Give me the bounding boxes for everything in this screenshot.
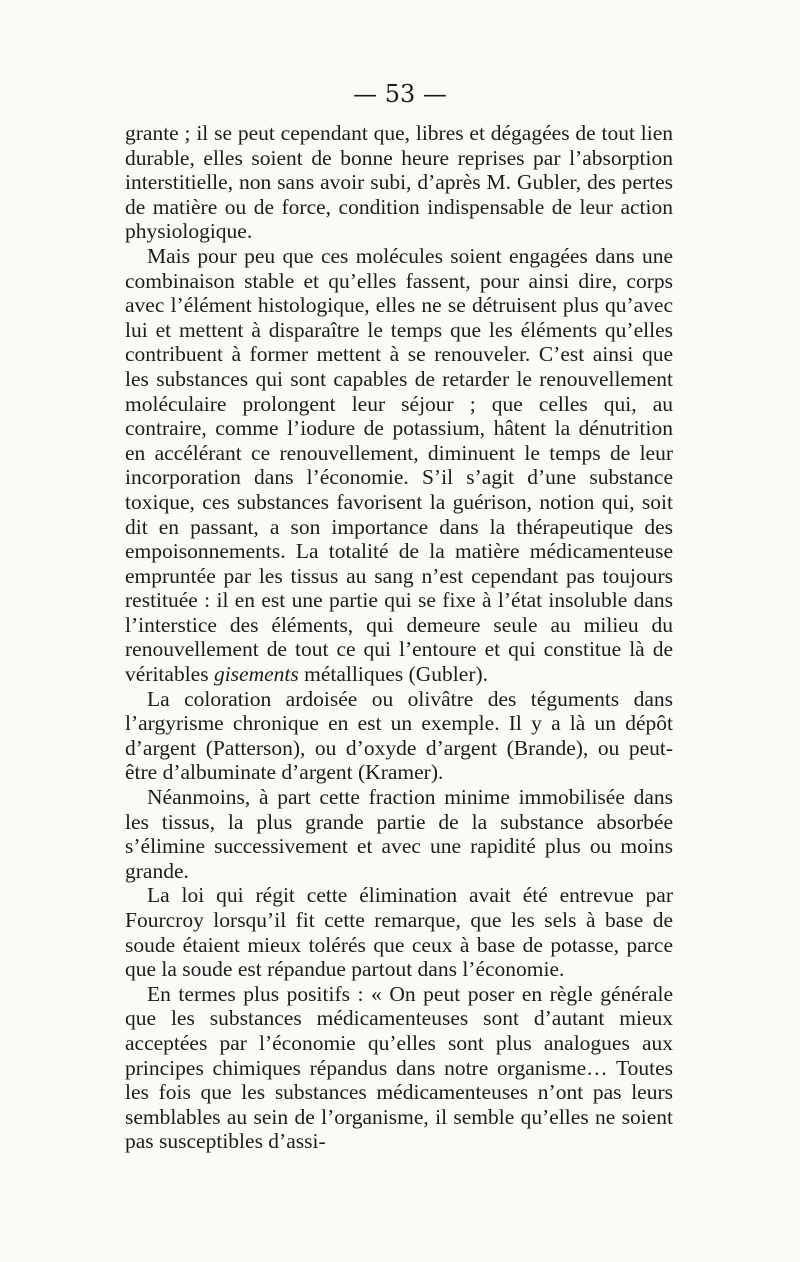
paragraph-4: Néanmoins, à part cette fraction minime immobilisée dans les tissus, la plus grande partie de la substance absorbée s’élimine successivement et avec une rapidité plus ou moins grande. [125,785,673,883]
paragraph-1: grante ; il se peut cependant que, libres et dégagées de tout lien durable, elles soient de bonne heure reprises par l’absorption interstitielle, non sans avoir subi, d’après M. Gubler, des pertes de matière ou de force, condition indispensable de leur action physiologique. [125,121,673,244]
italic-term-gisements: gisements [213,662,299,687]
paragraph-2 [125,244,673,687]
paragraph-6: En termes plus positifs : « On peut poser en règle générale que les substances médicamenteuses sont d’autant mieux acceptées par l’économie qu’elles sont plus analogues aux principes chimiques répandus dans notre organisme… Toutes les fois que les substances médicamenteuses n’ont pas leurs semblables au sein de l’organisme, il semble qu’elles ne soient pas susceptibles d’assi- [125,981,673,1154]
paragraph-3: La coloration ardoisée ou olivâtre des téguments dans l’argyrisme chronique en est un exemple. Il y a là un dépôt d’argent (Patterson), ou d’oxyde d’argent (Brande), ou peut-être d’albuminate d’argent (Kramer). [125,686,673,785]
paragraph-2-end: métalliques (Gubler). [298,662,489,687]
paragraph-2-text: Mais pour peu que ces molécules soient engagées dans une combinaison stable et qu’elles fassent, pour ainsi dire, corps avec l’élément histologique, elles ne se détruisent plus qu’avec lui et mettent à disparaître le temps que les éléments qu’elles contribuent à former mettent à se renouveler. C’est ainsi que les substances qui sont capables de retarder le renouvellement moléculaire prolongent leur séjour ; que celles qui, au contraire, comme l’iodure de potassium, hâtent la dénutrition en accélérant ce renouvellement, diminuent le temps de leur incorporation dans l’économie. S’il s’agit d’une substance toxique, ces substances favorisent la guérison, notion qui, soit dit en passant, a son importance dans la thérapeutique des empoisonnements. La totalité de la matière médicamenteuse empruntée par les tissus au sang n’est cependant pas toujours restituée : il en est une partie qui se fixe à l’état insoluble dans l’interstice des éléments, qui demeure seule au milieu du renouvellement de tout ce qui l’entoure et qui constitue là de véritables [125,243,673,687]
page-number: — 53 — [353,80,447,108]
body-text [125,121,673,1154]
paragraph-5: La loi qui régit cette élimination avait été entrevue par Fourcroy lorsqu’il fit cette remarque, que les sels à base de soude étaient mieux tolérés que ceux à base de potasse, parce que la soude est répandue partout dans l’économie. [125,883,673,982]
